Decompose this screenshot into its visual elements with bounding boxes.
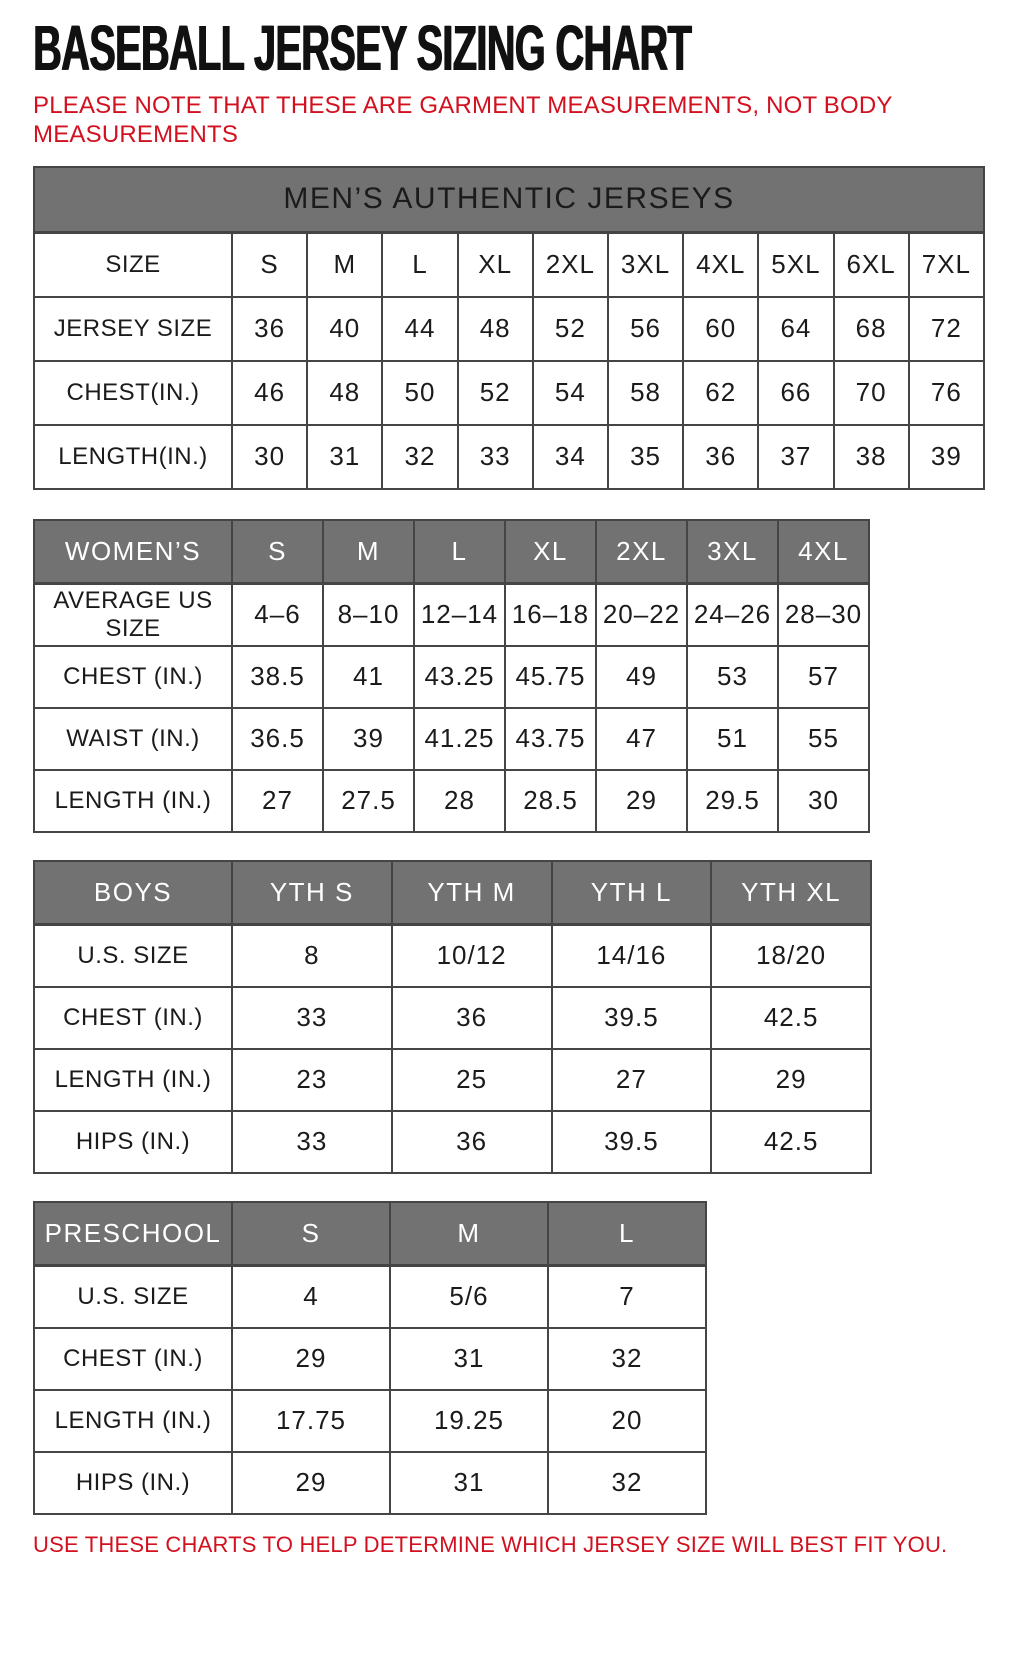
table-cell: 45.75 — [505, 646, 596, 708]
table-cell: 43.75 — [505, 708, 596, 770]
table-cell: 62 — [683, 361, 758, 425]
table-row — [34, 233, 984, 297]
row-label: HIPS (IN.) — [34, 1111, 232, 1173]
table-cell: 4–6 — [232, 584, 323, 646]
womens-header-row — [34, 520, 869, 584]
table-cell: 27 — [552, 1049, 712, 1111]
table-cell: 40 — [307, 297, 382, 361]
table-cell: XL — [458, 233, 533, 297]
table-cell: 38 — [834, 425, 909, 489]
row-label: LENGTH (IN.) — [34, 770, 232, 832]
table-cell: 25 — [392, 1049, 552, 1111]
table-cell: 7XL — [909, 233, 984, 297]
table-cell: 33 — [458, 425, 533, 489]
table-cell: 39.5 — [552, 987, 712, 1049]
table-row — [34, 770, 869, 832]
table-cell: 42.5 — [711, 987, 871, 1049]
table-cell: 28.5 — [505, 770, 596, 832]
table-cell: 29 — [232, 1452, 390, 1514]
table-cell: 32 — [548, 1328, 706, 1390]
table-row — [34, 646, 869, 708]
mens-sizing-table — [33, 166, 985, 490]
column-header: L — [414, 520, 505, 584]
row-label: CHEST (IN.) — [34, 646, 232, 708]
table-row — [34, 1266, 706, 1328]
table-cell: 33 — [232, 1111, 392, 1173]
column-header: 2XL — [596, 520, 687, 584]
table-cell: 2XL — [533, 233, 608, 297]
column-header: S — [232, 520, 323, 584]
boys-header-label: BOYS — [34, 861, 232, 925]
table-cell: 27 — [232, 770, 323, 832]
table-cell: 72 — [909, 297, 984, 361]
preschool-header-row — [34, 1202, 706, 1266]
table-cell: 3XL — [608, 233, 683, 297]
column-header: M — [323, 520, 414, 584]
row-label: CHEST (IN.) — [34, 1328, 232, 1390]
table-cell: 24–26 — [687, 584, 778, 646]
table-cell: 38.5 — [232, 646, 323, 708]
table-cell: 5/6 — [390, 1266, 548, 1328]
table-cell: 7 — [548, 1266, 706, 1328]
column-header: 4XL — [778, 520, 869, 584]
page-title-text: BASEBALL JERSEY SIZING CHART — [33, 12, 692, 84]
footer-note: USE THESE CHARTS TO HELP DETERMINE WHICH JERSEY SIZE WILL BEST FIT YOU. — [33, 1531, 948, 1557]
garment-measurement-note: PLEASE NOTE THAT THESE ARE GARMENT MEASUREMENTS, NOT BODY MEASUREMENTS — [33, 92, 893, 149]
column-header: S — [232, 1202, 390, 1266]
table-cell: 4XL — [683, 233, 758, 297]
table-cell: 47 — [596, 708, 687, 770]
page-title — [33, 12, 994, 84]
row-label: U.S. SIZE — [34, 925, 232, 987]
table-cell: 41.25 — [414, 708, 505, 770]
mens-banner-row — [34, 167, 984, 233]
table-row — [34, 361, 984, 425]
table-cell: 37 — [758, 425, 833, 489]
preschool-sizing-table — [33, 1201, 707, 1515]
table-cell: 64 — [758, 297, 833, 361]
table-cell: 10/12 — [392, 925, 552, 987]
table-cell: 48 — [307, 361, 382, 425]
table-cell: 16–18 — [505, 584, 596, 646]
table-cell: 33 — [232, 987, 392, 1049]
row-label: AVERAGE US SIZE — [34, 584, 232, 646]
column-header: L — [548, 1202, 706, 1266]
table-cell: 20 — [548, 1390, 706, 1452]
column-header: YTH L — [552, 861, 712, 925]
table-cell: L — [382, 233, 457, 297]
column-header: M — [390, 1202, 548, 1266]
table-cell: 31 — [390, 1328, 548, 1390]
table-row — [34, 297, 984, 361]
table-cell: 36 — [232, 297, 307, 361]
column-header: YTH XL — [711, 861, 871, 925]
column-header: 3XL — [687, 520, 778, 584]
table-cell: 58 — [608, 361, 683, 425]
table-cell: 66 — [758, 361, 833, 425]
table-cell: 54 — [533, 361, 608, 425]
row-label: HIPS (IN.) — [34, 1452, 232, 1514]
column-header: YTH M — [392, 861, 552, 925]
table-cell: 57 — [778, 646, 869, 708]
table-cell: 36 — [392, 1111, 552, 1173]
table-cell: 32 — [382, 425, 457, 489]
table-cell: 52 — [533, 297, 608, 361]
table-cell: 55 — [778, 708, 869, 770]
table-cell: 12–14 — [414, 584, 505, 646]
row-label: CHEST (IN.) — [34, 987, 232, 1049]
row-label: LENGTH(IN.) — [34, 425, 232, 489]
table-cell: 5XL — [758, 233, 833, 297]
row-label: CHEST(IN.) — [34, 361, 232, 425]
table-cell: 39.5 — [552, 1111, 712, 1173]
table-cell: 35 — [608, 425, 683, 489]
row-label: LENGTH (IN.) — [34, 1049, 232, 1111]
table-cell: 42.5 — [711, 1111, 871, 1173]
table-cell: 29.5 — [687, 770, 778, 832]
table-cell: 23 — [232, 1049, 392, 1111]
table-cell: 19.25 — [390, 1390, 548, 1452]
table-cell: M — [307, 233, 382, 297]
womens-sizing-table — [33, 519, 870, 833]
table-cell: 44 — [382, 297, 457, 361]
table-cell: 14/16 — [552, 925, 712, 987]
table-cell: 39 — [909, 425, 984, 489]
table-cell: 30 — [778, 770, 869, 832]
table-row — [34, 425, 984, 489]
table-cell: 46 — [232, 361, 307, 425]
table-cell: 36.5 — [232, 708, 323, 770]
table-row — [34, 1328, 706, 1390]
table-row — [34, 1390, 706, 1452]
table-cell: 28 — [414, 770, 505, 832]
boys-header-row — [34, 861, 871, 925]
table-cell: 36 — [683, 425, 758, 489]
table-cell: 43.25 — [414, 646, 505, 708]
table-cell: 34 — [533, 425, 608, 489]
table-cell: 8 — [232, 925, 392, 987]
table-cell: 41 — [323, 646, 414, 708]
mens-banner: MEN’S AUTHENTIC JERSEYS — [34, 167, 984, 233]
table-cell: 49 — [596, 646, 687, 708]
table-cell: 60 — [683, 297, 758, 361]
table-row — [34, 987, 871, 1049]
table-cell: 17.75 — [232, 1390, 390, 1452]
table-cell: 31 — [307, 425, 382, 489]
table-cell: 52 — [458, 361, 533, 425]
row-label: JERSEY SIZE — [34, 297, 232, 361]
table-cell: 4 — [232, 1266, 390, 1328]
row-label: SIZE — [34, 233, 232, 297]
table-cell: 50 — [382, 361, 457, 425]
boys-sizing-table — [33, 860, 872, 1174]
table-cell: 28–30 — [778, 584, 869, 646]
table-cell: 18/20 — [711, 925, 871, 987]
table-cell: 70 — [834, 361, 909, 425]
table-cell: 30 — [232, 425, 307, 489]
table-row — [34, 1452, 706, 1514]
table-row — [34, 925, 871, 987]
preschool-header-label: PRESCHOOL — [34, 1202, 232, 1266]
table-cell: 53 — [687, 646, 778, 708]
table-cell: 20–22 — [596, 584, 687, 646]
womens-header-label: WOMEN’S — [34, 520, 232, 584]
table-cell: 51 — [687, 708, 778, 770]
table-cell: 27.5 — [323, 770, 414, 832]
table-cell: 32 — [548, 1452, 706, 1514]
table-cell: 68 — [834, 297, 909, 361]
table-cell: 48 — [458, 297, 533, 361]
column-header: XL — [505, 520, 596, 584]
table-cell: 6XL — [834, 233, 909, 297]
table-row — [34, 708, 869, 770]
table-row — [34, 1049, 871, 1111]
row-label: U.S. SIZE — [34, 1266, 232, 1328]
table-cell: 31 — [390, 1452, 548, 1514]
table-cell: 8–10 — [323, 584, 414, 646]
table-cell: 29 — [596, 770, 687, 832]
table-cell: S — [232, 233, 307, 297]
table-cell: 29 — [711, 1049, 871, 1111]
table-cell: 76 — [909, 361, 984, 425]
table-row — [34, 1111, 871, 1173]
table-cell: 39 — [323, 708, 414, 770]
table-cell: 29 — [232, 1328, 390, 1390]
column-header: YTH S — [232, 861, 392, 925]
table-cell: 36 — [392, 987, 552, 1049]
row-label: LENGTH (IN.) — [34, 1390, 232, 1452]
table-cell: 56 — [608, 297, 683, 361]
table-row — [34, 584, 869, 646]
row-label: WAIST (IN.) — [34, 708, 232, 770]
